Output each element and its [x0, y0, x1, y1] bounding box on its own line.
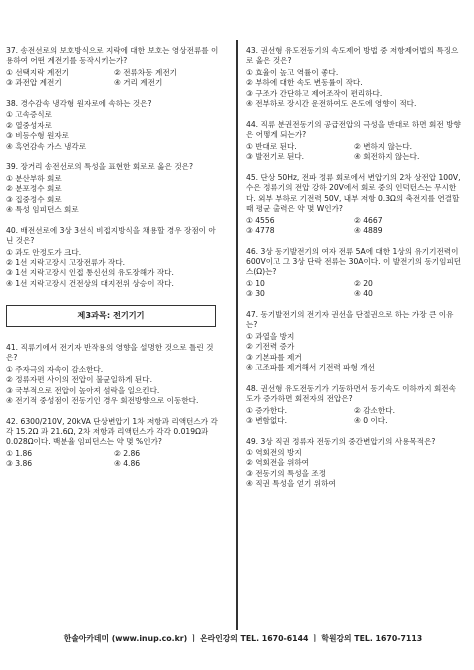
answer-option[interactable]: ③ 구조가 간단하고 제어조작이 편리하다. — [246, 88, 383, 98]
answer-option[interactable]: ④ 특성 임피던스 회로 — [6, 205, 79, 215]
answer-option[interactable]: ② 전류차동 계전기 — [114, 67, 177, 77]
answer-option[interactable]: ③ 전동기의 특성을 조정 — [246, 468, 327, 478]
answer-option[interactable]: ① 10 — [246, 278, 265, 288]
answer-option[interactable]: ④ 전부하로 장시간 운전하여도 온도에 영향이 적다. — [246, 99, 417, 109]
answer-option[interactable]: ③ 변함없다. — [246, 416, 287, 426]
question — [246, 247, 462, 300]
question-group — [246, 46, 462, 490]
question-text: 40. 배전선로에 3상 3선식 비접지방식을 채용할 경우 장점이 아닌 것은? — [6, 225, 216, 246]
answer-options — [246, 448, 462, 490]
question — [246, 46, 462, 110]
question-text: 38. 경수감속 냉각형 원자로에 속하는 것은? — [6, 98, 152, 108]
answer-options — [246, 142, 462, 163]
question-text: 49. 3상 직권 정류자 전동기의 중간변압기의 사용목적은? — [246, 436, 436, 446]
answer-options — [6, 248, 222, 290]
page-footer: 한솔아카데미 (www.inup.co.kr) ㅣ 온라인강의 TEL. 1670-6144 ㅣ 학원강의 TEL. 1670-7113 — [63, 634, 423, 643]
question — [246, 437, 462, 490]
question-group — [6, 343, 222, 470]
exam-page — [6, 0, 468, 670]
answer-option[interactable]: ③ 기본파를 제거 — [246, 352, 302, 362]
answer-option[interactable]: ① 과도 안정도가 크다. — [6, 247, 82, 257]
left-column — [6, 46, 222, 480]
answer-option[interactable]: ③ 30 — [246, 289, 265, 299]
answer-options — [246, 406, 462, 427]
question-text: 45. 단상 50Hz, 전파 정류 회로에서 변압기의 2차 상전압 100V, 수은 정류기의 전압 강하 20V에서 회로 중의 인덕턴스는 무시한다. 외부 부하로 기전력 50V, 내부 저항 0.3Ω의 축전지를 연결할 때 평균 출력은 약 몇 W인가? — [246, 172, 461, 214]
answer-options — [246, 332, 462, 374]
answer-option[interactable]: ② 정류자편 사이의 전압이 불균일하게 된다. — [6, 375, 152, 385]
question — [6, 343, 222, 407]
question-text: 41. 직류기에서 전기자 반작용의 영향을 설명한 것으로 틀린 것은? — [6, 342, 214, 363]
answer-option[interactable]: ① 반대로 된다. — [246, 141, 297, 151]
answer-option[interactable]: ④ 1선 지락고장시 건전상의 대지전위 상승이 작다. — [6, 278, 174, 288]
answer-option[interactable]: ② 1선 지락고장시 고장전류가 작다. — [6, 257, 126, 267]
answer-options — [6, 449, 222, 470]
question-group — [6, 46, 222, 289]
answer-option[interactable]: ② 2.86 — [114, 448, 141, 458]
answer-option[interactable]: ④ 거리 계전기 — [114, 78, 163, 88]
question — [246, 173, 462, 237]
answer-option[interactable]: ② 열중성자로 — [6, 120, 52, 130]
answer-option[interactable]: ② 변하지 않는다. — [354, 141, 413, 151]
answer-option[interactable]: ① 고속증식로 — [6, 110, 52, 120]
answer-option[interactable]: ① 분산부하 회로 — [6, 173, 62, 183]
answer-option[interactable]: ③ 3.86 — [6, 459, 33, 469]
answer-option[interactable]: ② 감소한다. — [354, 405, 395, 415]
answer-option[interactable]: ④ 4889 — [354, 226, 383, 236]
question — [6, 162, 222, 215]
answer-option[interactable]: ② 20 — [354, 278, 373, 288]
answer-options — [6, 365, 222, 407]
answer-option[interactable]: ③ 1선 지락고장시 인접 통신선의 유도장해가 작다. — [6, 268, 174, 278]
answer-option[interactable]: ① 과열을 방지 — [246, 331, 295, 341]
answer-option[interactable]: ③ 과전압 계전기 — [6, 78, 62, 88]
question — [6, 226, 222, 290]
right-column — [246, 46, 462, 500]
answer-options — [246, 216, 462, 237]
question-text: 48. 권선형 유도전동기가 기동하면서 동기속도 이하까지 회전속도가 증가하면 회전자의 전압은? — [246, 383, 456, 404]
answer-option[interactable]: ① 증가한다. — [246, 405, 287, 415]
question-text: 47. 동기발전기의 전기자 권선을 단절권으로 하는 가장 큰 이유는? — [246, 309, 454, 330]
answer-option[interactable]: ③ 국부적으로 전압이 높아져 섬락을 일으킨다. — [6, 385, 160, 395]
question-text: 39. 장거리 송전선로의 특성을 표현한 회로로 옳은 것은? — [6, 162, 194, 172]
answer-option[interactable]: ④ 직권 특성을 얻기 위하여 — [246, 479, 336, 489]
answer-option[interactable]: ③ 발전기로 된다. — [246, 152, 305, 162]
answer-option[interactable]: ② 기전력 증가 — [246, 342, 295, 352]
question-text: 44. 직류 분권전동기의 공급전압의 극성을 반대로 하면 회전 방향은 어떻게 되는가? — [246, 119, 461, 140]
answer-option[interactable]: ① 1.86 — [6, 448, 33, 458]
answer-options — [6, 174, 222, 216]
answer-option[interactable]: ② 4667 — [354, 215, 383, 225]
answer-option[interactable]: ① 선택지락 계전기 — [6, 67, 69, 77]
question-text: 43. 권선형 유도전동기의 속도제어 방법 중 저항제어법의 특징으로 옳은 것은? — [246, 46, 459, 66]
question — [246, 120, 462, 163]
answer-options — [6, 110, 222, 152]
question — [6, 417, 222, 470]
answer-option[interactable]: ① 효율이 높고 역률이 좋다. — [246, 67, 339, 77]
question — [6, 99, 222, 152]
question — [6, 46, 222, 89]
question-text: 37. 송전선로의 보호방식으로 지락에 대한 보호는 영상전류를 이용하여 어떤 계전기를 동작시키는가? — [6, 46, 219, 66]
answer-option[interactable]: ③ 4778 — [246, 226, 275, 236]
answer-option[interactable]: ① 역회전의 방지 — [246, 448, 302, 457]
answer-option[interactable]: ④ 흑연감속 가스 냉각로 — [6, 141, 87, 151]
answer-option[interactable]: ④ 전기적 중성점이 전동기인 경우 회전방향으로 이동한다. — [6, 396, 199, 406]
answer-option[interactable]: ④ 회전하지 않는다. — [354, 152, 420, 162]
section-title: 제3과목: 전기기기 — [6, 305, 216, 326]
answer-option[interactable]: ③ 비등수형 원자로 — [6, 131, 69, 141]
answer-option[interactable]: ① 4556 — [246, 215, 275, 225]
question — [246, 310, 462, 374]
answer-option[interactable]: ② 역회전을 위하여 — [246, 458, 309, 468]
answer-options — [246, 279, 462, 300]
answer-option[interactable]: ① 주자극의 자속이 감소한다. — [6, 364, 104, 374]
question-text: 42. 6300/210V, 20kVA 단상변압기 1차 저항과 리액턴스가 각각 15.2Ω 과 21.6Ω, 2차 저항과 리액턴스가 각각 0.019Ω과 0.028Ω이다. 백분율 임피던스는 약 몇 %인가? — [6, 416, 218, 447]
answer-option[interactable]: ③ 집중정수 회로 — [6, 194, 62, 204]
answer-option[interactable]: ④ 40 — [354, 289, 373, 299]
column-divider — [236, 40, 238, 630]
answer-option[interactable]: ④ 고조파를 제거해서 기전력 파형 개선 — [246, 363, 375, 373]
answer-options — [246, 68, 462, 110]
answer-option[interactable]: ④ 0 이다. — [354, 416, 388, 426]
question-text: 46. 3상 동기발전기의 여자 전류 5A에 대한 1상의 유기기전력이 600V이고 그 3상 단락 전류는 30A이다. 이 발전기의 동기임피던스(Ω)는? — [246, 246, 462, 277]
answer-option[interactable]: ② 부하에 대한 속도 변동률이 작다. — [246, 78, 363, 88]
answer-option[interactable]: ② 분포정수 회로 — [6, 184, 62, 194]
answer-options — [6, 68, 222, 89]
answer-option[interactable]: ④ 4.86 — [114, 459, 141, 469]
question — [246, 384, 462, 427]
